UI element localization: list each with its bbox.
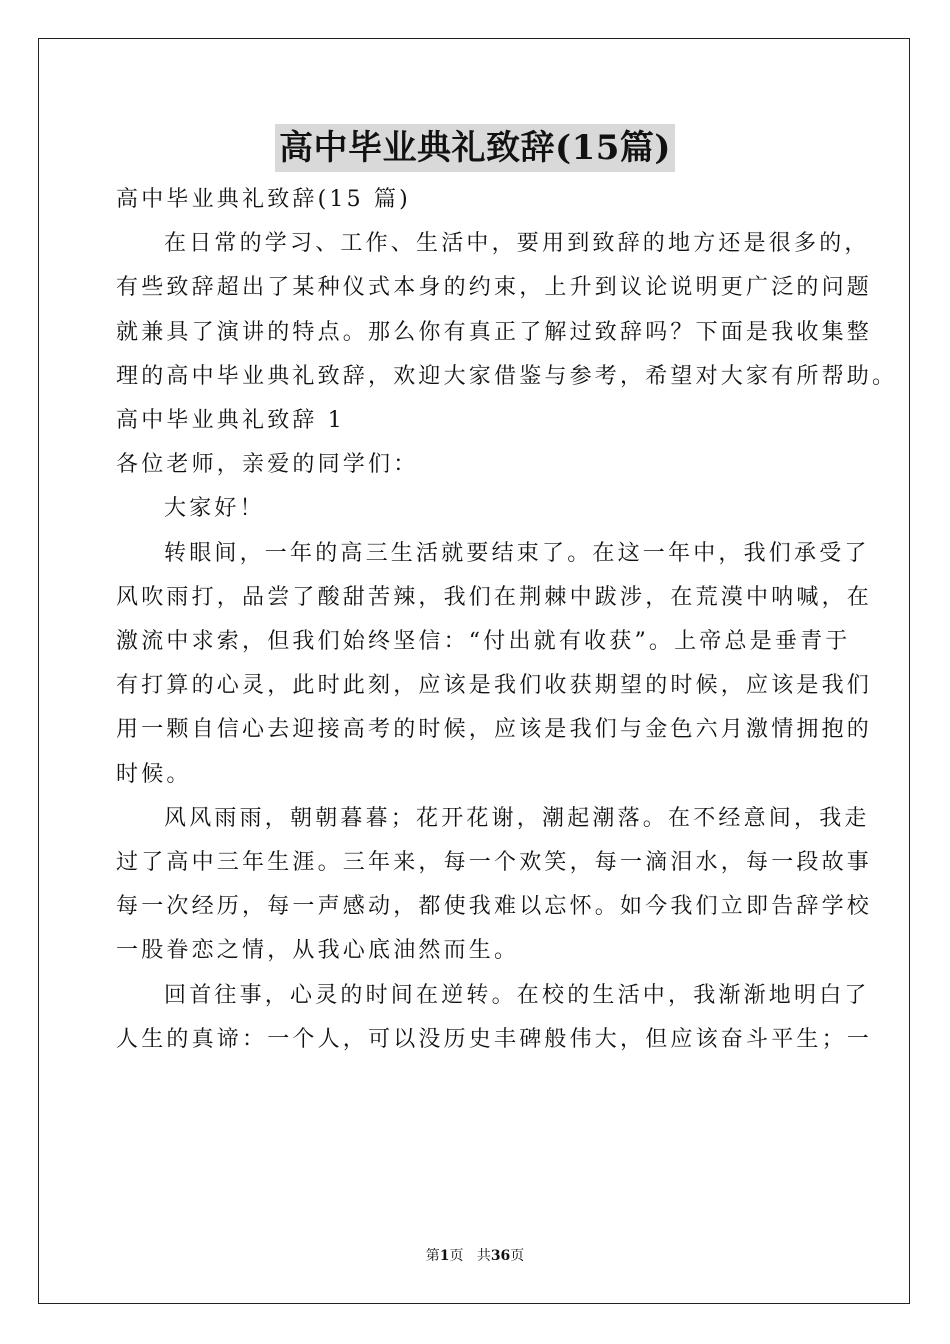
page-prefix: 第 — [425, 1248, 440, 1264]
page-number: 1 — [439, 1248, 450, 1264]
body-line: 用一颗自信心去迎接高考的时候，应该是我们与金色六月激情拥抱的 — [116, 717, 873, 743]
body-line: 时候。 — [116, 761, 192, 787]
body-line: 理的高中毕业典礼致辞，欢迎大家借鉴与参考，希望对大家有所帮助。 — [116, 363, 898, 389]
body-line: 回首往事，心灵的时间在逆转。在校的生活中，我渐渐地明白了 — [164, 982, 870, 1008]
page-suffix: 页 — [449, 1248, 464, 1264]
body-line: 转眼间，一年的高三生活就要结束了。在这一年中，我们承受了 — [164, 540, 870, 566]
body-line: 一股眷恋之情，从我心底油然而生。 — [116, 938, 520, 964]
body-line: 风吹雨打，品尝了酸甜苦辣，我们在荆棘中跋涉，在荒漠中呐喊，在 — [116, 584, 873, 610]
total-suffix: 页 — [510, 1248, 525, 1264]
total-prefix: 共 — [476, 1248, 491, 1264]
body-line: 有些致辞超出了某种仪式本身的约束，上升到议论说明更广泛的问题 — [116, 275, 873, 301]
body-line: 激流中求索，但我们始终坚信：“付出就有收获”。上帝总是垂青于 — [116, 629, 851, 655]
body-line: 就兼具了演讲的特点。那么你有真正了解过致辞吗？下面是我收集整 — [116, 319, 873, 345]
body-line: 过了高中三年生涯。三年来，每一个欢笑，每一滴泪水，每一段故事 — [116, 850, 873, 876]
greeting: 大家好！ — [164, 496, 265, 522]
section-heading: 高中毕业典礼致辞 1 — [116, 408, 345, 434]
body-line: 人生的真谛：一个人，可以没历史丰碑般伟大，但应该奋斗平生；一 — [116, 1026, 873, 1052]
body-line: 有打算的心灵，此时此刻，应该是我们收获期望的时候，应该是我们 — [116, 673, 873, 699]
page-footer — [0, 1246, 950, 1266]
total-pages: 36 — [490, 1248, 511, 1264]
body-line: 风风雨雨，朝朝暮暮；花开花谢，潮起潮落。在不经意间，我走 — [164, 805, 870, 831]
body-line: 在日常的学习、工作、生活中，要用到致辞的地方还是很多的， — [164, 231, 870, 257]
title-container — [0, 124, 950, 172]
body-line: 每一次经历，每一声感动，都使我难以忘怀。如今我们立即告辞学校 — [116, 894, 873, 920]
document-body — [116, 178, 898, 1062]
body-line: 高中毕业典礼致辞(15 篇) — [116, 187, 411, 212]
salutation: 各位老师，亲爱的同学们： — [116, 452, 419, 478]
document-title: 高中毕业典礼致辞(15篇) — [275, 124, 675, 172]
